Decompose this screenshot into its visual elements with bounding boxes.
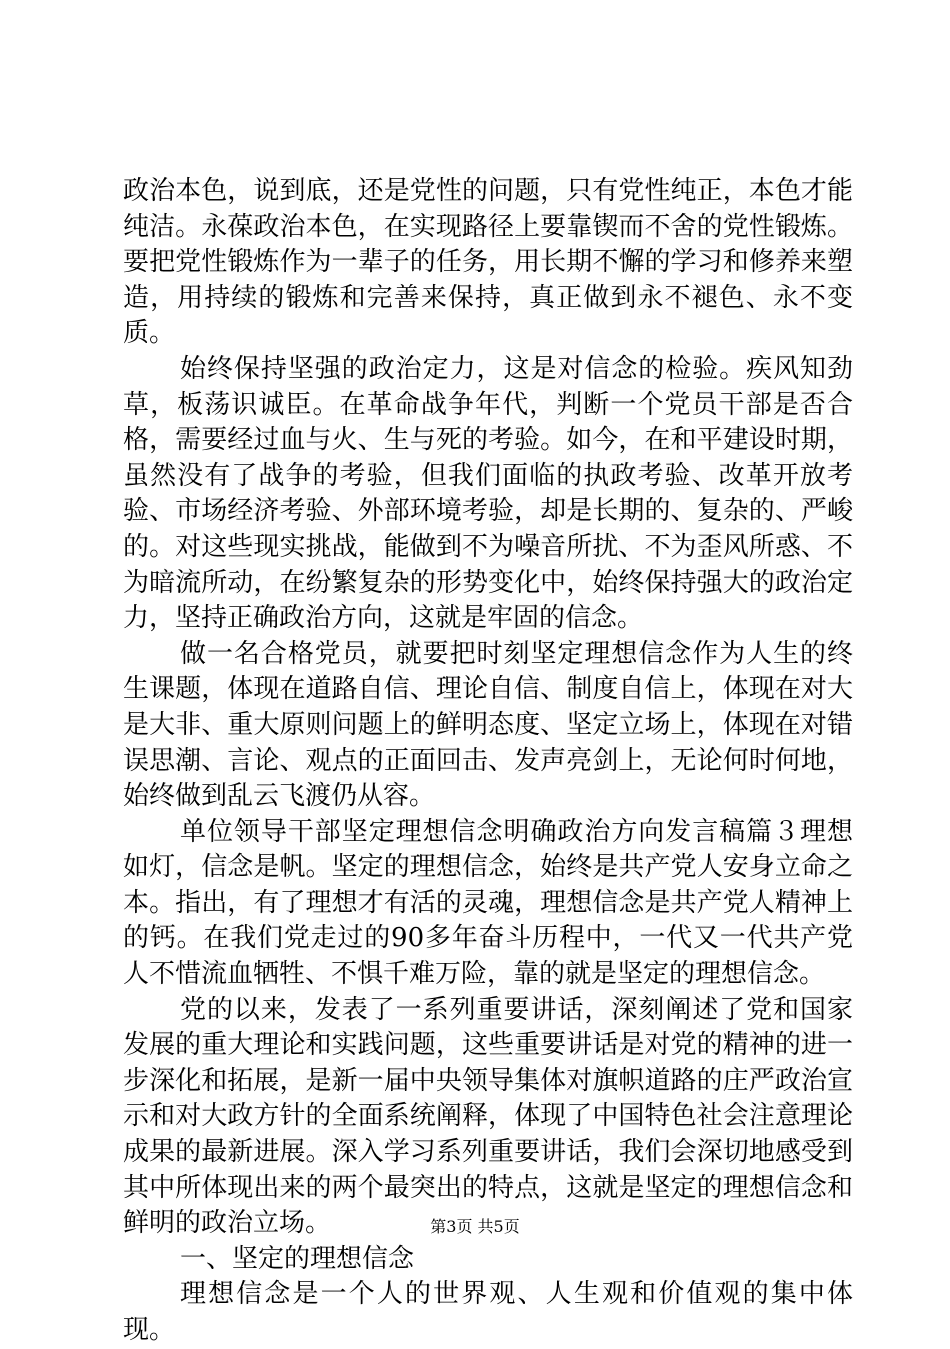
page-footer: 第3页 共5页 — [430, 1217, 520, 1236]
paragraph-2: 始终保持坚强的政治定力，这是对信念的检验。疾风知劲草，板荡识诚臣。在革命战争年代，判断一个党员干部是否合格，需要经过血与火、生与死的考验。如今，在和平建设时期，虽然没有了战争的考验，但我们面临的执政考验、改革开放考验、市场经济考验、外部环境考验，却是长期的、复杂的、严峻的。对这些现实挑战，能做到不为噪音所扰、不为歪风所惑、不为暗流所动，在纷繁复杂的形势变化中，始终保持强大的政治定力，坚持正确政治方向，这就是牢固的信念。 — [123, 353, 853, 634]
paragraph-7: 理想信念是一个人的世界观、人生观和价值观的集中体现。 — [123, 1279, 853, 1345]
paragraph-4: 单位领导干部坚定理想信念明确政治方向发言稿篇３理想如灯，信念是帆。坚定的理想信念，始终是共产党人安身立命之本。指出，有了理想才有活的灵魂，理想信念是共产党人精神上的钙。在我们党走过的90多年奋斗历程中，一代又一代共产党人不惜流血牺牲、不惧千难万险，靠的就是坚定的理想信念。 — [123, 816, 853, 990]
paragraph-1: 政治本色，说到底，还是党性的问题，只有党性纯正，本色才能纯洁。永葆政治本色，在实现路径上要靠锲而不舍的党性锻炼。要把党性锻炼作为一辈子的任务，用长期不懈的学习和修养来塑造，用持续的锻炼和完善来保持，真正做到永不褪色、永不变质。 — [123, 176, 853, 349]
paragraph-3: 做一名合格党员，就要把时刻坚定理想信念作为人生的终生课题，体现在道路自信、理论自信、制度自信上，体现在对大是大非、重大原则问题上的鲜明态度、坚定立场上，体现在对错误思潮、言论、观点的正面回击、发声亮剑上，无论何时何地，始终做到乱云飞渡仍从容。 — [123, 638, 853, 812]
document-body — [123, 174, 853, 1349]
section-heading: 一、坚定的理想信念 — [180, 1243, 415, 1274]
paragraph-5: 党的以来，发表了一系列重要讲话，深刻阐述了党和国家发展的重大理论和实践问题，这些重要讲话是对党的精神的进一步深化和拓展，是新一届中央领导集体对旗帜道路的庄严政治宣示和对大政方针的全面系统阐释，体现了中国特色社会注意理论成果的最新进展。深入学习系列重要讲话，我们会深切地感受到其中所体现出来的两个最突出的特点，这就是坚定的理想信念和鲜明的政治立场。 — [123, 994, 853, 1239]
